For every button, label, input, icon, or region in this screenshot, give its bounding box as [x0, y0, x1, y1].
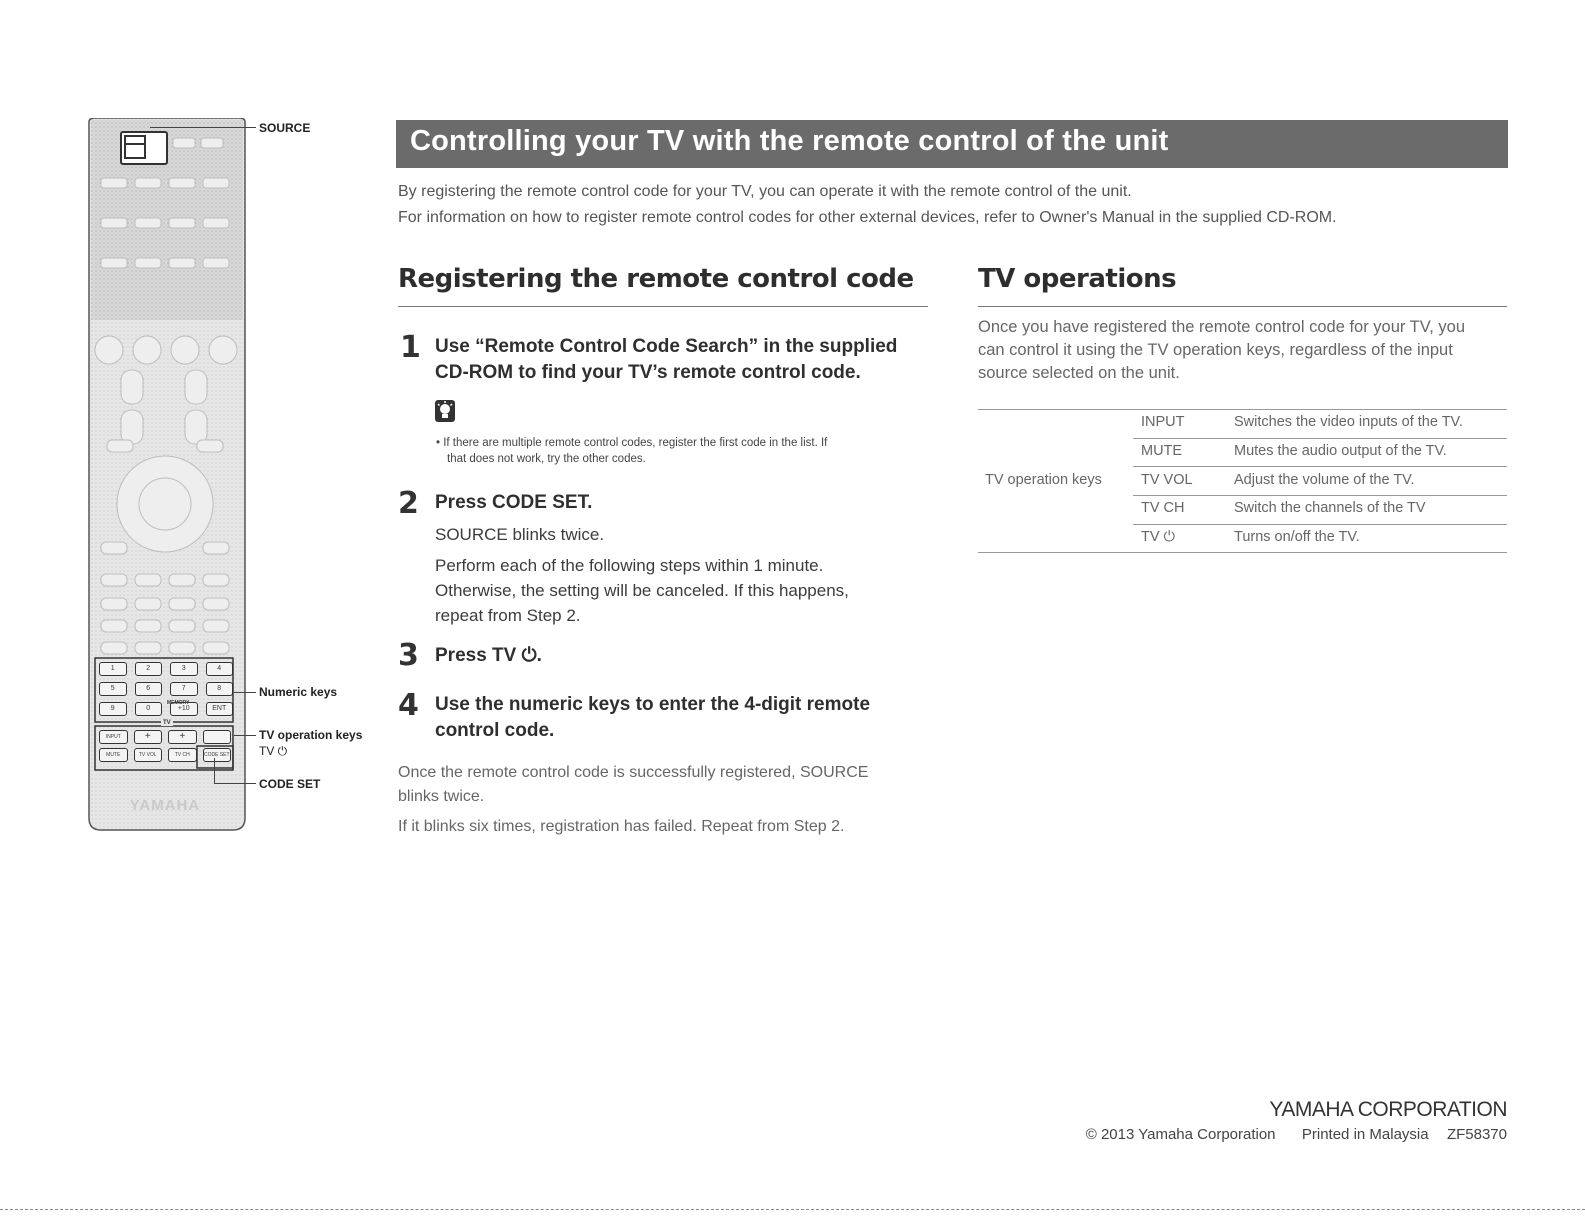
step-2-body-line-2: Perform each of the following steps within 1 minute.: [435, 556, 824, 575]
table-row-key: INPUT: [1141, 414, 1185, 430]
tv-operations-desc-line-1: Once you have registered the remote control code for your TV, you: [978, 318, 1466, 336]
after-registration-line-2: blinks twice.: [398, 788, 485, 805]
tv-operations-description: [978, 316, 1465, 385]
table-group-label: TV operation keys: [985, 472, 1102, 488]
tv-power-callout: TV ⏻: [259, 744, 288, 758]
tv-ops-callout-line: [234, 735, 256, 736]
code-set-key[interactable]: CODE SET: [203, 748, 232, 762]
step-4-heading: [435, 692, 870, 744]
step-1-note: [436, 435, 827, 467]
numeric-callout-line: [234, 692, 256, 693]
numeric-key-1[interactable]: 1: [99, 662, 127, 676]
company-name: YAMAHA CORPORATION: [1269, 1098, 1507, 1121]
numeric-key-8[interactable]: 8: [206, 682, 234, 696]
tv-operation-keypad: [99, 730, 231, 762]
tv-ch-up-key[interactable]: +: [168, 730, 197, 744]
table-rule-1: [1133, 438, 1507, 439]
numeric-key-5[interactable]: 5: [99, 682, 127, 696]
step-4-heading-line-1: Use the numeric keys to enter the 4-digit remote: [435, 694, 871, 715]
numeric-key-ent[interactable]: ENT: [206, 702, 234, 716]
registering-section-title: Registering the remote control code: [398, 264, 914, 294]
tv-operations-desc-line-2: can control it using the TV operation keys, regardless of the input: [978, 341, 1453, 359]
code-set-callout-line: [214, 783, 256, 784]
footer-info: [1086, 1126, 1507, 1143]
numeric-keys-callout: Numeric keys: [259, 685, 338, 699]
step-2-heading: Press CODE SET.: [435, 492, 593, 513]
tv-operations-desc-line-3: source selected on the unit.: [978, 364, 1180, 382]
bottom-edge-rule: [0, 1209, 1585, 1210]
after-registration-line-3: If it blinks six times, registration has failed. Repeat from Step 2.: [398, 818, 845, 835]
step-1-heading-line-1: Use “Remote Control Code Search” in the supplied: [435, 336, 898, 357]
table-row-desc: Switch the channels of the TV: [1234, 500, 1426, 516]
numeric-key-2[interactable]: 2: [135, 662, 163, 676]
step-3-heading: Press TV ⏻.: [435, 645, 542, 666]
step-2-number: 2: [398, 486, 419, 521]
table-rule-3: [1133, 495, 1507, 496]
step-2-body-line-4: repeat from Step 2.: [435, 606, 581, 625]
numeric-keypad: [99, 662, 233, 716]
table-row-key: TV CH: [1141, 500, 1185, 516]
table-row-desc: Adjust the volume of the TV.: [1234, 472, 1415, 488]
tv-operations-rule: [978, 306, 1507, 307]
code-set-callout-vline: [214, 758, 215, 783]
step-1-number: 1: [400, 330, 421, 365]
lightbulb-tip-icon: [435, 400, 455, 422]
tv-vol-label: TV VOL: [134, 748, 163, 762]
after-registration-line-1: Once the remote control code is successfully registered, SOURCE: [398, 764, 869, 781]
numeric-key-4[interactable]: 4: [206, 662, 234, 676]
intro-line-2: For information on how to register remote control codes for other external devices, refer to Owner's Manual in the supplied CD-ROM.: [398, 209, 1337, 226]
page-title-bar: [396, 120, 1508, 168]
numeric-key-7[interactable]: 7: [170, 682, 198, 696]
remote-control-illustration: [87, 118, 247, 834]
tv-power-key[interactable]: [203, 730, 232, 744]
table-row-desc: Switches the video inputs of the TV.: [1234, 414, 1463, 430]
mute-key[interactable]: MUTE: [99, 748, 128, 762]
registering-section-rule: [398, 306, 928, 307]
source-callout-line: [150, 127, 256, 128]
memory-label: MEMORY: [167, 700, 190, 706]
step-2-body-2: [435, 553, 849, 628]
copyright-text: © 2013 Yamaha Corporation: [1085, 1126, 1276, 1143]
tv-ch-label: TV CH: [168, 748, 197, 762]
step-4-heading-line-2: control code.: [435, 720, 555, 741]
numeric-key-plus10[interactable]: +10: [170, 702, 198, 716]
table-row-key: MUTE: [1141, 443, 1183, 459]
table-rule-bottom: [978, 552, 1507, 553]
step-3-number: 3: [398, 638, 419, 673]
tv-keys-label: TV: [163, 720, 171, 726]
table-row-key: TV VOL: [1141, 472, 1193, 488]
printed-in-text: Printed in Malaysia: [1301, 1126, 1429, 1143]
numeric-key-0[interactable]: 0: [135, 702, 163, 716]
source-callout: SOURCE: [259, 121, 311, 135]
page-title: Controlling your TV with the remote control of the unit: [410, 125, 1169, 157]
remote-control-drawing: [87, 118, 247, 834]
table-row-desc: Mutes the audio output of the TV.: [1234, 443, 1447, 459]
tv-vol-up-key[interactable]: +: [134, 730, 163, 744]
step-4-number: 4: [398, 688, 419, 723]
code-set-callout: CODE SET: [259, 777, 321, 791]
after-registration-text: [398, 761, 868, 839]
input-key[interactable]: INPUT: [99, 730, 128, 744]
table-rule-2: [1133, 466, 1507, 467]
step-2-body-1: SOURCE blinks twice.: [435, 525, 605, 544]
table-row-key: TV ⏻: [1141, 529, 1176, 545]
numeric-key-9[interactable]: 9: [99, 702, 127, 716]
step-1-heading-line-2: CD-ROM to find your TV’s remote control code.: [435, 362, 861, 383]
intro-line-1: By registering the remote control code for your TV, you can operate it with the remote control of the unit.: [398, 183, 1132, 200]
step-1-note-line-2: that does not work, try the other codes.: [447, 453, 646, 465]
step-2-body-line-3: Otherwise, the setting will be canceled. If this happens,: [435, 581, 849, 600]
table-rule-4: [1133, 524, 1507, 525]
step-1-note-line-1: • If there are multiple remote control codes, register the first code in the list. If: [436, 437, 828, 449]
tv-operations-title: TV operations: [978, 264, 1177, 294]
table-row-desc: Turns on/off the TV.: [1234, 529, 1360, 545]
numeric-key-3[interactable]: 3: [170, 662, 198, 676]
numeric-key-6[interactable]: 6: [135, 682, 163, 696]
product-code: ZF58370: [1446, 1126, 1507, 1143]
remote-brand-logo: YAMAHA: [129, 797, 201, 814]
step-1-heading: [435, 334, 897, 386]
table-rule-top: [978, 409, 1507, 410]
tv-operation-keys-callout: TV operation keys: [259, 728, 363, 742]
